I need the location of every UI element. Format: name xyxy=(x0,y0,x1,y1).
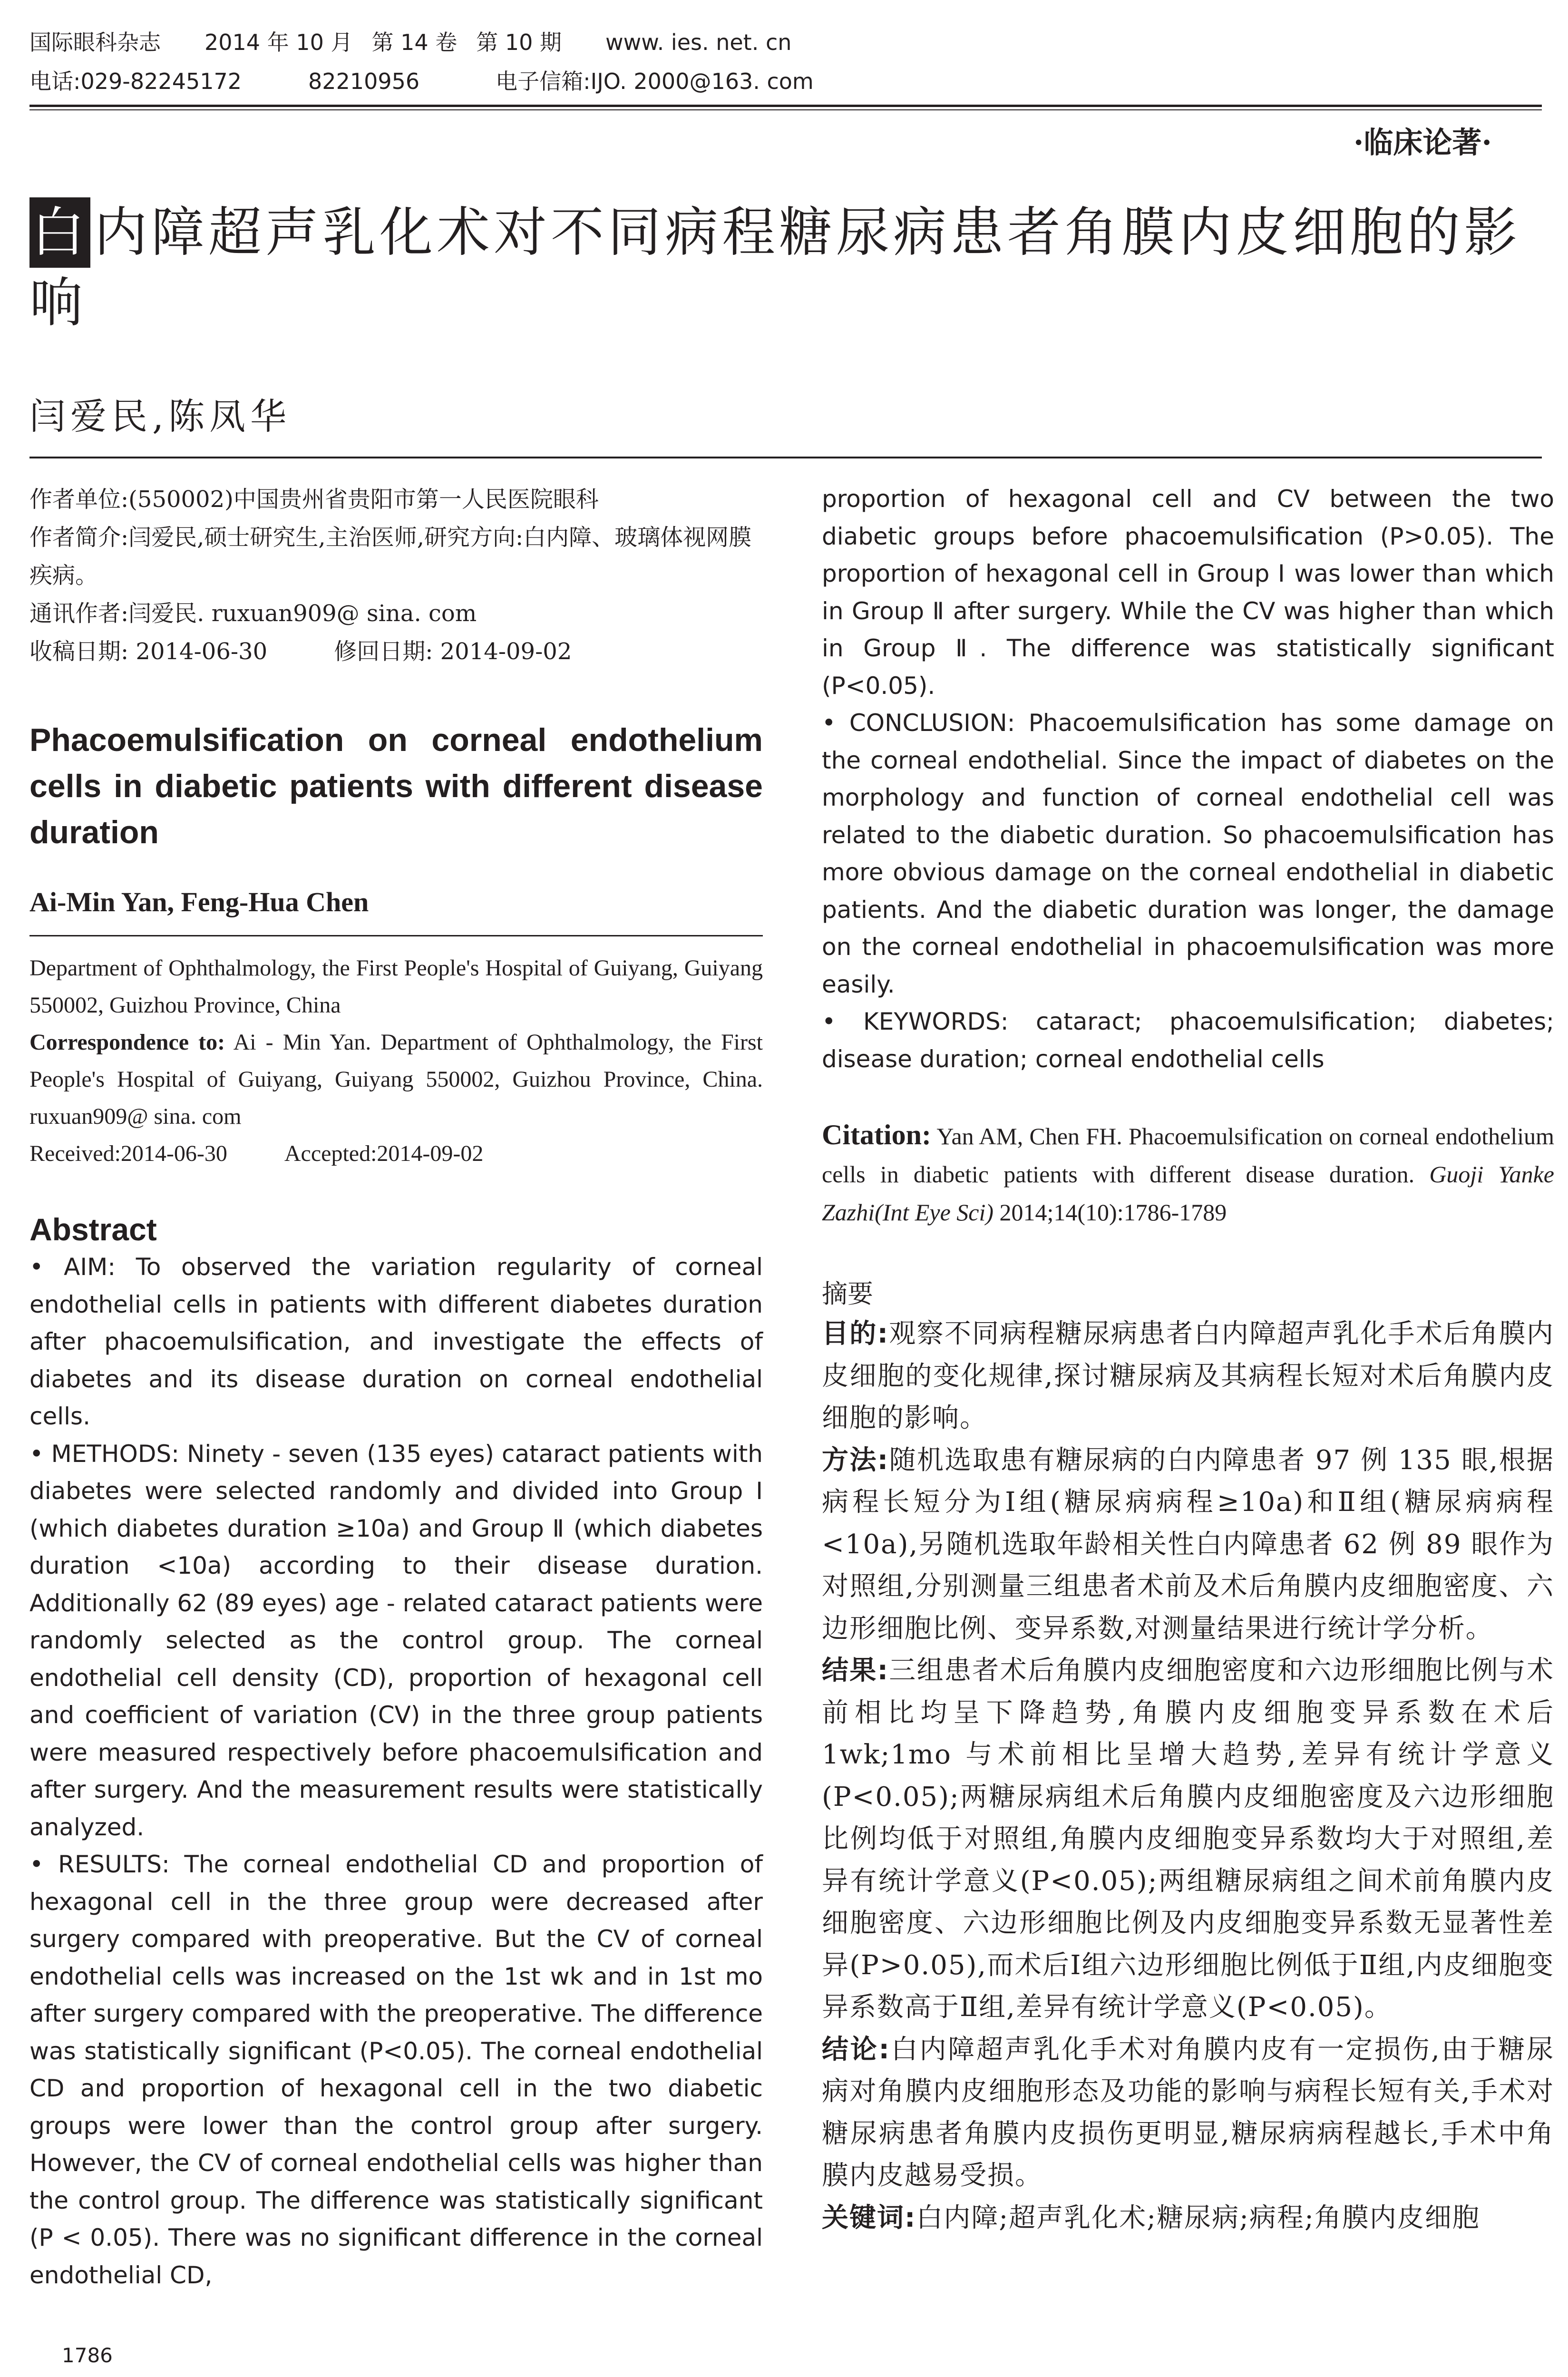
cn-results-label: 结果: xyxy=(822,1655,889,1686)
citation-label: Citation: xyxy=(822,1119,931,1150)
cn-abstract-body xyxy=(822,1313,1554,2239)
cn-methods-label: 方法: xyxy=(822,1444,889,1476)
citation-journal: Guoji Yanke Zazhi(Int Eye Sci) xyxy=(822,1161,1554,1226)
cn-aim xyxy=(822,1313,1554,1440)
abstract-aim: • AIM: To observed the variation regularity of corneal endothelial cells in patients with different diabetes duration after phacoemulsification, and investigate the effects of diabetes and its disease duration on corneal endothelial cells. xyxy=(29,1253,763,1430)
page-number: 1786 xyxy=(62,2344,113,2367)
cn-methods xyxy=(822,1440,1554,1650)
cn-keywords xyxy=(822,2197,1554,2240)
cn-conclusion-label: 结论: xyxy=(822,2034,890,2065)
cn-results xyxy=(822,1650,1554,2029)
affiliation xyxy=(29,950,763,1172)
received-date: 收稿日期: 2014-06-30 xyxy=(29,638,268,665)
header-rule xyxy=(29,105,1542,107)
cn-conclusion-text: 白内障超声乳化手术对角膜内皮有一定损伤,由于糖尿病对角膜内皮细胞形态及功能的影响与病程长短有关,手术对糖尿病患者角膜内皮损伤更明显,糖尿病病程越长,手术中角膜内皮越易受损。 xyxy=(822,2034,1554,2191)
revised-date: 修回日期: 2014-09-02 xyxy=(334,638,572,665)
journal-header xyxy=(29,23,1542,101)
cn-keywords-label: 关键词: xyxy=(822,2202,916,2233)
author-unit: 作者单位:(550002)中国贵州省贵阳市第一人民医院眼科 xyxy=(29,486,599,513)
authors-cn: 闫爱民,陈凤华 xyxy=(29,395,292,438)
article-title xyxy=(29,197,1551,338)
department: Department of Ophthalmology, the First People's Hospital of Guiyang, Guiyang 550002, Guizhou Province, China xyxy=(29,955,763,1018)
title-text: 内障超声乳化术对不同病程糖尿病患者角膜内皮细胞的影响 xyxy=(29,202,1521,334)
right-column xyxy=(822,480,1554,2239)
corresponding-author: 通讯作者:闫爱民. ruxuan909@ sina. com xyxy=(29,600,477,627)
authors-rule xyxy=(29,935,763,936)
correspondence xyxy=(29,1024,763,1135)
received-en: Received:2014-06-30 xyxy=(29,1141,227,1166)
accepted-en: Accepted:2014-09-02 xyxy=(284,1141,484,1166)
cn-abstract-heading: 摘要 xyxy=(822,1279,873,1309)
main-divider xyxy=(29,457,1542,458)
header-line-1 xyxy=(29,23,1542,62)
abstract-body-right xyxy=(822,480,1554,1078)
cn-conclusion xyxy=(822,2029,1554,2197)
abstract-results-cont: proportion of hexagonal cell and CV between the two diabetic groups before phacoemulsification (P>0.05). The proportion of hexagonal cell in Group Ⅰ was lower than which in Group Ⅱ after surgery. While the CV was higher than which in Group Ⅱ. The difference was statistically significant (P<0.05). xyxy=(822,485,1554,700)
section-tag: ·临床论著· xyxy=(1353,125,1492,160)
citation-text: Yan AM, Chen FH. Phacoemulsification on corneal endothelium cells in diabetic patients with different disease duration. xyxy=(822,1123,1554,1188)
abstract-results: • RESULTS: The corneal endothelial CD and proportion of hexagonal cell in the three group were decreased after surgery compared with preoperative. But the CV of corneal endothelial cells was increased on the 1st wk and in 1st mo after surgery compared with the preoperative. The difference was statistically significant (P<0.05). The corneal endothelial CD and proportion of hexagonal cell in the two diabetic groups were lower than the control group after surgery. However, the CV of corneal endothelial cells was higher than the control group. The difference was statistically significant (P < 0.05). There was no significant difference in the corneal endothelial CD, xyxy=(29,1851,763,2289)
cn-methods-text: 随机选取患有糖尿病的白内障患者 97 例 135 眼,根据病程长短分为Ⅰ组(糖尿病病程≥10a)和Ⅱ组(糖尿病病程<10a),另随机选取年龄相关性白内障患者 62 例 89 眼作为对照组,分别测量三组患者术前及术后角膜内皮细胞密度、六边形细胞比例、变异系数,对测量结果进行统计学分析。 xyxy=(822,1444,1554,1644)
author-bio: 作者简介:闫爱民,硕士研究生,主治医师,研究方向:白内障、玻璃体视网膜疾病。 xyxy=(29,524,752,589)
abstract-body-left xyxy=(29,1248,763,2294)
title-initial-mark: 白 xyxy=(29,197,90,268)
email: 电子信箱:IJO. 2000@163. com xyxy=(496,68,814,94)
citation xyxy=(822,1116,1554,1231)
issue-date: 2014 年 10 月 xyxy=(205,29,353,55)
dates-cn xyxy=(29,633,763,671)
issue-number: 第 10 期 xyxy=(476,29,562,55)
abstract-conclusion: • CONCLUSION: Phacoemulsification has some damage on the corneal endothelial. Since the impact of diabetes on the morphology and function of corneal endothelial cell was related to the diabetic duration. So phacoemulsification has more obvious damage on the corneal endothelial in diabetic patients. And the diabetic duration was longer, the damage on the corneal endothelial in phacoemulsification was more easily. xyxy=(822,709,1554,998)
cn-aim-label: 目的: xyxy=(822,1318,889,1349)
header-rule-thin xyxy=(29,109,1542,110)
correspondence-text: Ai - Min Yan. Department of Ophthalmology, the First People's Hospital of Guiyang, Guiyang 550002, Guizhou Province, China. ruxuan909@ sina. com xyxy=(29,1030,763,1129)
volume: 第 14 卷 xyxy=(371,29,458,55)
correspondence-label: Correspondence to: xyxy=(29,1030,225,1055)
phone-2: 82210956 xyxy=(308,68,420,94)
english-title: Phacoemulsification on corneal endothelium cells in diabetic patients with different disease duration xyxy=(29,722,763,850)
author-info-cn xyxy=(29,480,763,671)
citation-ref: 2014;14(10):1786-1789 xyxy=(993,1199,1227,1226)
abstract-heading: Abstract xyxy=(29,1212,157,1247)
left-column xyxy=(29,480,763,2294)
abstract-methods: • METHODS: Ninety - seven (135 eyes) cataract patients with diabetes were selected randomly and divided into Group Ⅰ (which diabetes duration ≥10a) and Group Ⅱ (which diabetes duration <10a) according to their disease duration. Additionally 62 (89 eyes) age - related cataract patients were randomly selected as the control group. The corneal endothelial cell density (CD), proportion of hexagonal cell and coefficient of variation (CV) in the three group patients were measured respectively before phacoemulsification and after surgery. And the measurement results were statistically analyzed. xyxy=(29,1440,763,1841)
journal-name: 国际眼科杂志 xyxy=(29,29,161,55)
header-line-2 xyxy=(29,62,1542,101)
dates-en xyxy=(29,1135,763,1172)
abstract-keywords: • KEYWORDS: cataract; phacoemulsification; diabetes; disease duration; corneal endothelial cells xyxy=(822,1008,1554,1073)
english-authors: Ai-Min Yan, Feng-Hua Chen xyxy=(29,887,369,917)
cn-keywords-text: 白内障;超声乳化术;糖尿病;病程;角膜内皮细胞 xyxy=(916,2202,1480,2233)
cn-aim-text: 观察不同病程糖尿病患者白内障超声乳化手术后角膜内皮细胞的变化规律,探讨糖尿病及其病程长短对术后角膜内皮细胞的影响。 xyxy=(822,1318,1554,1433)
cn-results-text: 三组患者术后角膜内皮细胞密度和六边形细胞比例与术前相比均呈下降趋势,角膜内皮细胞变异系数在术后 1wk;1mo 与术前相比呈增大趋势,差异有统计学意义(P<0.05);两糖尿病组术后角膜内皮细胞密度及六边形细胞比例均低于对照组,角膜内皮细胞变异系数均大于对照组,差异有统计学意义(P<0.05);两组糖尿病组之间术前角膜内皮细胞密度、六边形细胞比例及内皮细胞变异系数无显著性差异(P>0.05),而术后Ⅰ组六边形细胞比例低于Ⅱ组,内皮细胞变异系数高于Ⅱ组,差异有统计学意义(P<0.05)。 xyxy=(822,1655,1554,2023)
journal-website: www. ies. net. cn xyxy=(605,29,792,55)
phone: 电话:029-82245172 xyxy=(29,68,242,94)
